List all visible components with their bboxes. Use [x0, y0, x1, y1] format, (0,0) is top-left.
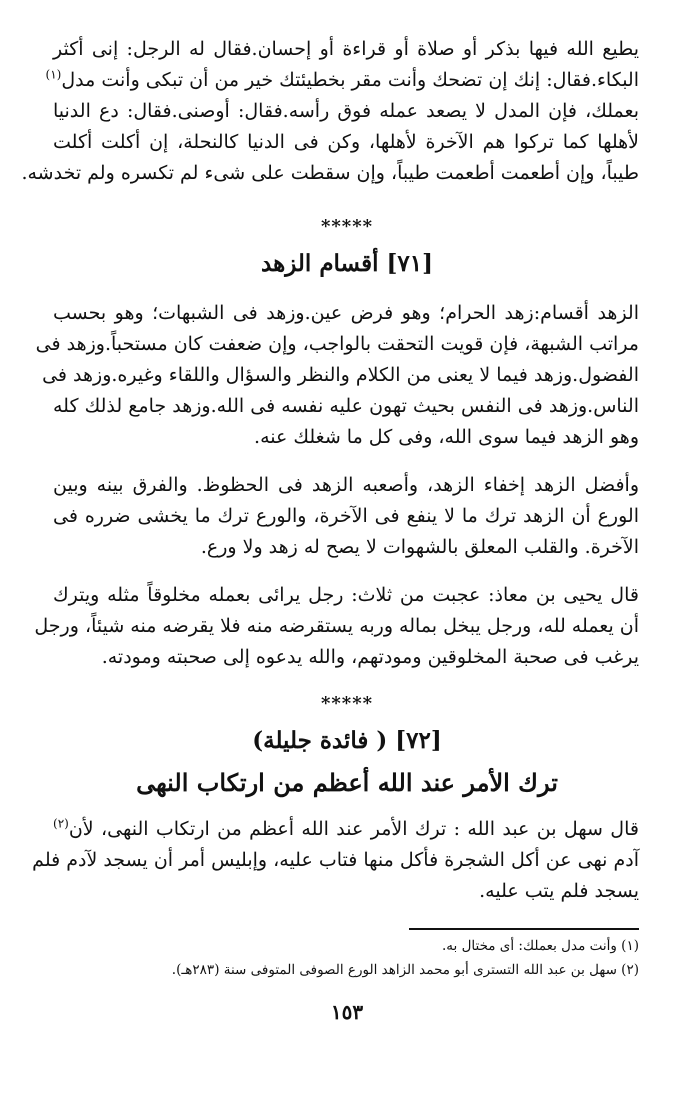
text-line: [53, 814, 639, 845]
text-line: طيباً، وإن أطعمت أطعمت طيباً، وإن سقطت على شىء لم تكسره ولم تخدشه.: [21, 162, 639, 184]
text-line: وهو الزهد فيما سوى الله، وفى كل ما شغلك عنه.: [254, 426, 639, 448]
text-line: الورع أن الزهد ترك ما لا ينفع فى الآخرة، والورع ترك ما يخشى ضرره فى: [53, 505, 639, 527]
text-line: يسجد فلم يتب عليه.: [479, 880, 639, 902]
zuhd-paragraph-3: [34, 580, 639, 673]
zuhd-paragraph-2: [53, 470, 639, 563]
text-line: [45, 65, 639, 96]
text-line: الناس.وزهد فى النفس بحيث تهون عليه نفسه فى الله.وزهد جامع لذلك كله: [53, 395, 639, 417]
text-line: لأهلها كما تركوا هم الآخرة لأهلها، وكن فى الدنيا كالنحلة، إن أكلت أكلت: [53, 131, 639, 153]
text-line: يرغب فى صحبة المخلوقين ومودتهم، والله يدعوه إلى صحبته ومودته.: [101, 646, 639, 668]
text-line: بعملك، فإن المدل لا يصعد عمله فوق رأسه.فقال: أوصنى.فقال: دع الدنيا: [53, 100, 639, 122]
footnote-1: (١) وأنت مدل بعملك: أى مختال به.: [442, 938, 639, 954]
text-line: الآخرة. والقلب المعلق بالشهوات لا يصح له زهد ولا ورع.: [200, 536, 639, 558]
text-line: الفضول.وزهد فيما لا يعنى من الكلام والنظر والسؤال واللقاء وغيره.وزهد فى: [42, 364, 639, 386]
zuhd-section-text: [35, 298, 639, 453]
footnotes: [53, 934, 639, 982]
section-heading-71: [٧١] أقسام الزهد: [261, 250, 433, 277]
footnote-ref-2: (٢): [53, 816, 69, 831]
sahl-paragraph: [32, 814, 639, 907]
footnote-divider: [409, 928, 639, 930]
text-line-content: قال سهل بن عبد الله : ترك الأمر عند الله أعظم من ارتكاب النهى، لأن: [68, 818, 639, 840]
text-line: الزهد أقسام:زهد الحرام؛ وهو فرض عين.وزهد فى الشبهات؛ وهو بحسب: [53, 302, 639, 324]
text-line-content: البكاء.فقال: إنك إن تضحك وأنت مقر بخطيئتك خير من أن تبكى وأنت مدل: [61, 69, 639, 91]
page-number: ١٥٣: [330, 1000, 364, 1024]
section-separator: *****: [320, 693, 374, 714]
text-line: مراتب الشبهة، فإن قويت التحقت بالواجب، وإن ضعفت كان مستحباً.وزهد فى: [35, 333, 639, 355]
text-line: وأفضل الزهد إخفاء الزهد، وأصعبه الزهد فى الحظوظ. والفرق بينه وبين: [53, 474, 639, 496]
text-line: يطيع الله فيها بذكر أو صلاة أو قراءة أو إحسان.فقال له الرجل: إنى أكثر: [53, 38, 639, 60]
section-heading-72: [٧٢] ( فائدة جليلة): [252, 727, 442, 754]
text-line: أن يعمله لله، ورجل يبخل بماله وربه يستقرضه منه فلا يقرضه منه شيئاً، ورجل: [34, 615, 639, 637]
section-subheading-72: ترك الأمر عند الله أعظم من ارتكاب النهى: [136, 768, 558, 797]
opening-paragraph: [21, 34, 639, 189]
footnote-ref-1: (١): [45, 67, 62, 82]
section-separator: *****: [320, 216, 374, 237]
footnote-2: (٢) سهل بن عبد الله التسترى أبو محمد الزاهد الورع الصوفى المتوفى سنة (٢٨٣هـ).: [171, 962, 639, 978]
text-line: قال يحيى بن معاذ: عجبت من ثلاث: رجل يرائى بعمله مخلوقاً مثله ويترك: [53, 584, 639, 606]
text-line: آدم نهى عن أكل الشجرة فأكل منها فتاب عليه، وإبليس أمر أن يسجد لآدم فلم: [32, 849, 639, 871]
